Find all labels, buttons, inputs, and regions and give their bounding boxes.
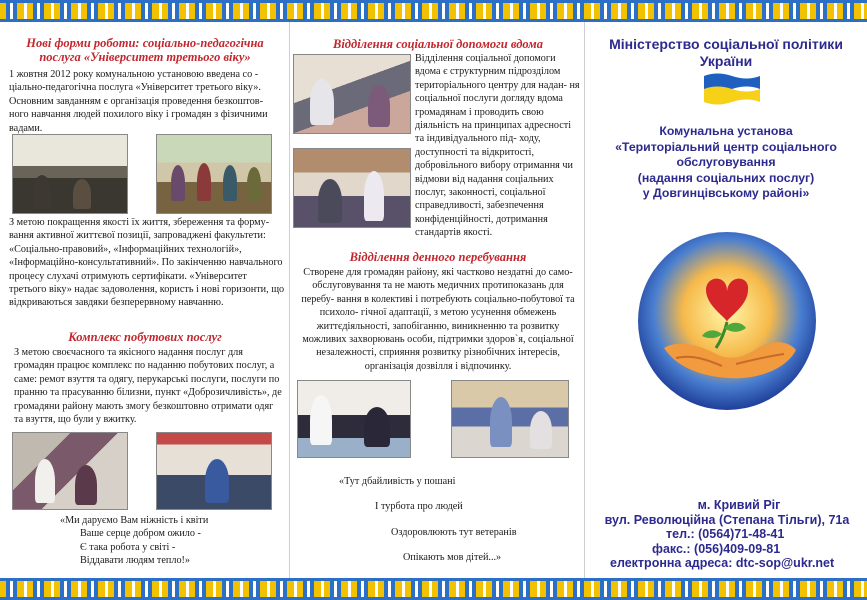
photo-blood-pressure bbox=[297, 380, 411, 458]
university-heading bbox=[6, 36, 284, 64]
poem-line: «Ми даруємо Вам ніжність і квіти bbox=[60, 515, 209, 526]
home-care-text: Відділення соціальної допомоги вдома є структурним підрозділом територіального центру для надан- ня соціальної послуги догляду вдома громадянам і проводить свою діяльність на принципах адресності та індивідуального під- ходу, доступності та відкритості, добровільного вибору отримання чи відмови від надання соціальних послуг, законності, соціальної справедливості, забезпечення конфіденційності, дотримання стандартів якості. bbox=[415, 53, 580, 239]
institution-title bbox=[594, 124, 858, 202]
panel-university bbox=[0, 24, 289, 576]
city-text: м. Кривий Ріг bbox=[697, 498, 781, 512]
institution-line: у Довгинцівському районі» bbox=[642, 186, 810, 200]
poem-line: І турбота про людей bbox=[375, 501, 463, 513]
section-title-university: Нові форми роботи: соціально-педагогічна bbox=[26, 36, 264, 50]
contact-block bbox=[590, 498, 864, 571]
photo-certificates bbox=[156, 134, 272, 214]
photo-hairdresser bbox=[12, 432, 128, 510]
household-text: З метою своєчасного та якісного надання послуг для громадян працює комплекс по наданню побутових послуг, а саме: ремот взуття та одягу, перукарські послуги, послуги по пранню та прасуванню білизни, пункт «Доброзичливість», де громадяни району мають змогу безкоштовно отримати одяг та взуття, що були у вжитку. bbox=[14, 347, 282, 426]
poem-line: Є така робота у світі - bbox=[80, 541, 176, 553]
poem-left bbox=[60, 514, 260, 568]
section-title-home-care: Відділення соціальної допомоги вдома bbox=[333, 37, 543, 51]
panel-departments bbox=[289, 24, 584, 576]
ministry-title: Міністерство соціальної політики України bbox=[609, 36, 843, 69]
ornament-border-bottom bbox=[0, 578, 867, 600]
street-address: вул. Революційна (Степана Тільги), 71а bbox=[604, 512, 850, 527]
day-stay-text: Створене для громадян району, які частково нездатні до само- обслуговування та не мають медичних протипоказань для перебу- вання в колективі і потребують соціально-побутової та психоло- гічної адаптації, з метою усунення обмежень життєдіяльності, запобіганню, виникненню та розвитку можливих захворювань особи, підтримки здоров`я, соціальної незалежності, сприяння розвитку різнобічних інтересів, організація дозвілля і відпочинку. bbox=[301, 267, 575, 372]
photo-classroom bbox=[12, 134, 128, 214]
poem-line: Ваше серце добром ожило - bbox=[80, 528, 201, 540]
panel-cover bbox=[584, 24, 867, 576]
section-title-day-stay: Відділення денного перебування bbox=[349, 250, 527, 264]
institution-line: Комунальна установа bbox=[659, 124, 793, 138]
institution-line: (надання соціальних послуг) bbox=[637, 170, 815, 185]
photo-laundry bbox=[156, 432, 272, 510]
poem-line: «Тут дбайливість у пошані bbox=[339, 476, 456, 487]
photo-elderly-care bbox=[293, 148, 411, 228]
poem-line: Опікають мов дітей...» bbox=[403, 552, 502, 564]
university-intro-text: 1 жовтня 2012 року комунальною установою введена со - ціально-педагогічна послуга «Університет третього віку». Основним завданням є організація проведення безкоштов- ного навчання людей похилого віку і громадян з фізичними вадами. bbox=[9, 69, 268, 134]
ornament-border-top bbox=[0, 0, 867, 22]
fax-number: факс.: (056)409-09-81 bbox=[652, 541, 781, 556]
poem-line: Віддавати людям тепло!» bbox=[80, 555, 191, 567]
poem-line: Оздоровлюють тут ветеранів bbox=[391, 526, 517, 538]
poem-middle bbox=[339, 475, 569, 565]
institution-line: «Територіальний центр соціального bbox=[615, 139, 837, 154]
phone-number: тел.: (0564)71-48-41 bbox=[666, 527, 785, 541]
flag-of-ukraine-icon bbox=[702, 72, 762, 106]
photo-home-visit bbox=[293, 54, 411, 134]
section-title-household: Комплекс побутових послуг bbox=[68, 330, 222, 344]
faculties-text: З метою покращення якості їх життя, збереження та форму- вання активної життєвої позиції, запроваджені факультети: «Соціально-правовий», «Інформаційних технологій», «Інформаційно-консультативний». По закінченню навчального процесу слухачі отримують сертифікати. «Університет третього віку» надає задоволення, користь і нові горизонти, що відкриваються завдяки безперервному навчанню. bbox=[9, 217, 285, 309]
heart-in-hands-emblem-icon bbox=[636, 230, 818, 412]
section-subtitle-university: послуга «Університет третього віку» bbox=[39, 50, 251, 64]
institution-line: обслуговування bbox=[676, 155, 776, 169]
email-address: електронна адреса: dtc-sop@ukr.net bbox=[610, 556, 835, 570]
photo-day-center bbox=[451, 380, 569, 458]
